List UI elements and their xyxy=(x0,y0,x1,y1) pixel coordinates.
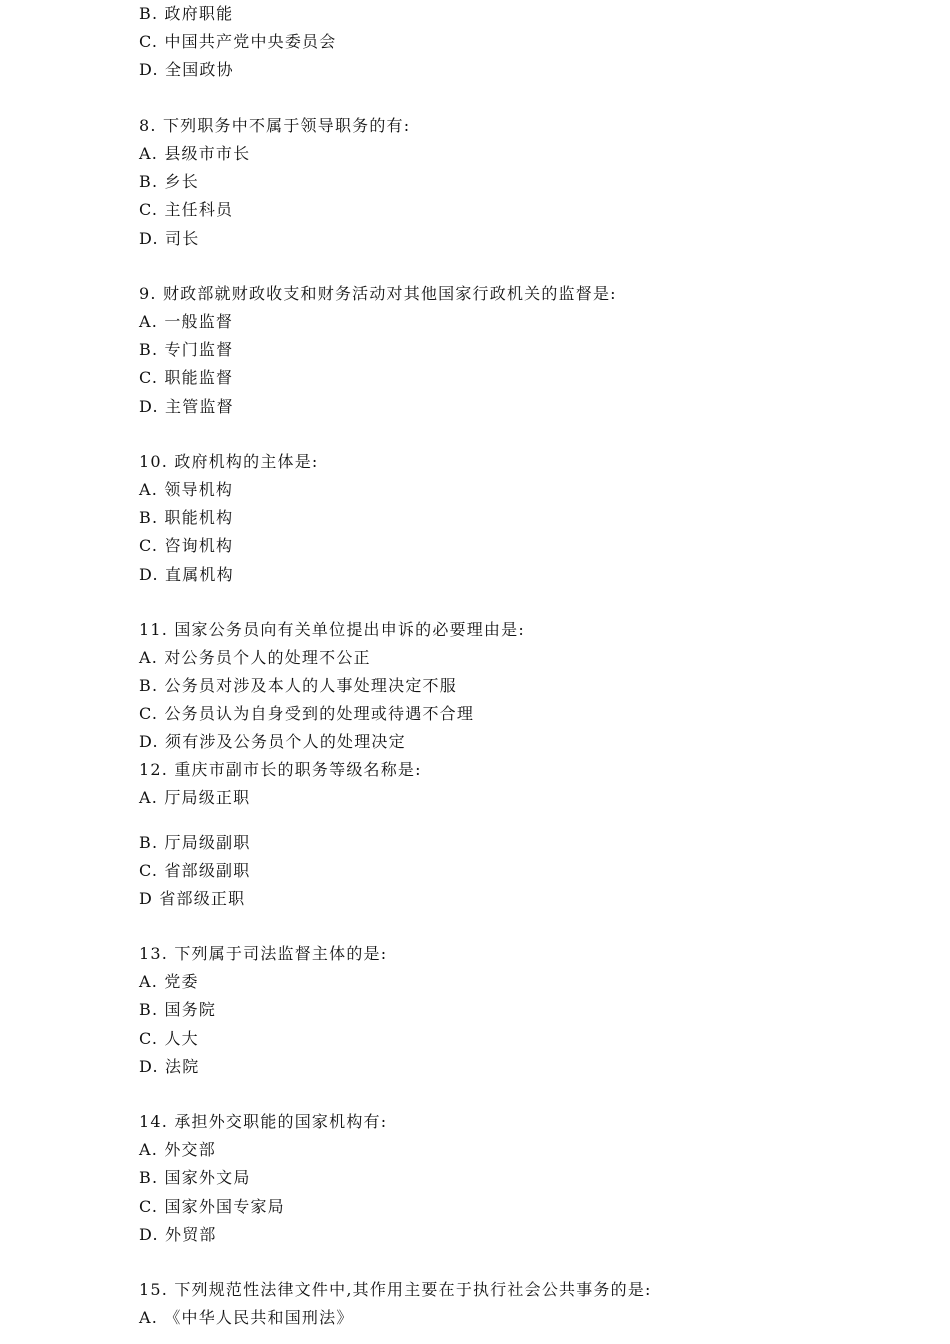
option-line: D. 司长 xyxy=(139,229,200,248)
question-line: 15. 下列规范性法律文件中,其作用主要在于执行社会公共事务的是: xyxy=(139,1280,652,1299)
option-line: B. 乡长 xyxy=(139,172,199,191)
option-line: B. 专门监督 xyxy=(139,340,234,359)
option-line: A. 外交部 xyxy=(139,1140,216,1159)
option-line: B. 厅局级副职 xyxy=(139,833,251,852)
option-line: A. 党委 xyxy=(139,972,199,991)
question-line: 14. 承担外交职能的国家机构有: xyxy=(139,1112,388,1131)
option-line: A. 厅局级正职 xyxy=(139,788,251,807)
option-line: A. 《中华人民共和国刑法》 xyxy=(139,1308,354,1327)
option-line: C. 人大 xyxy=(139,1029,199,1048)
option-line: C. 主任科员 xyxy=(139,200,234,219)
option-line: D. 外贸部 xyxy=(139,1225,217,1244)
question-line: 13. 下列属于司法监督主体的是: xyxy=(139,944,388,963)
option-line: C. 职能监督 xyxy=(139,368,234,387)
option-line: A. 对公务员个人的处理不公正 xyxy=(139,648,371,667)
question-line: 8. 下列职务中不属于领导职务的有: xyxy=(139,116,411,135)
option-line: D. 全国政协 xyxy=(139,60,234,79)
option-line: B. 职能机构 xyxy=(139,508,234,527)
option-line: B. 政府职能 xyxy=(139,4,234,23)
option-line: C. 国家外国专家局 xyxy=(139,1197,285,1216)
question-line: 11. 国家公务员向有关单位提出申诉的必要理由是: xyxy=(139,620,525,639)
option-line: D. 须有涉及公务员个人的处理决定 xyxy=(139,732,406,751)
option-line: D 省部级正职 xyxy=(139,889,246,908)
option-line: B. 公务员对涉及本人的人事处理决定不服 xyxy=(139,676,457,695)
option-line: C. 公务员认为自身受到的处理或待遇不合理 xyxy=(139,704,475,723)
option-line: C. 省部级副职 xyxy=(139,861,251,880)
option-line: C. 咨询机构 xyxy=(139,536,234,555)
question-line: 9. 财政部就财政收支和财务活动对其他国家行政机关的监督是: xyxy=(139,284,617,303)
option-line: A. 一般监督 xyxy=(139,312,234,331)
option-line: B. 国家外文局 xyxy=(139,1168,251,1187)
option-line: B. 国务院 xyxy=(139,1000,217,1019)
option-line: A. 领导机构 xyxy=(139,480,234,499)
option-line: D. 法院 xyxy=(139,1057,200,1076)
option-line: A. 县级市市长 xyxy=(139,144,251,163)
option-line: C. 中国共产党中央委员会 xyxy=(139,32,337,51)
option-line: D. 主管监督 xyxy=(139,397,234,416)
question-line: 12. 重庆市副市长的职务等级名称是: xyxy=(139,760,422,779)
question-line: 10. 政府机构的主体是: xyxy=(139,452,319,471)
option-line: D. 直属机构 xyxy=(139,565,234,584)
